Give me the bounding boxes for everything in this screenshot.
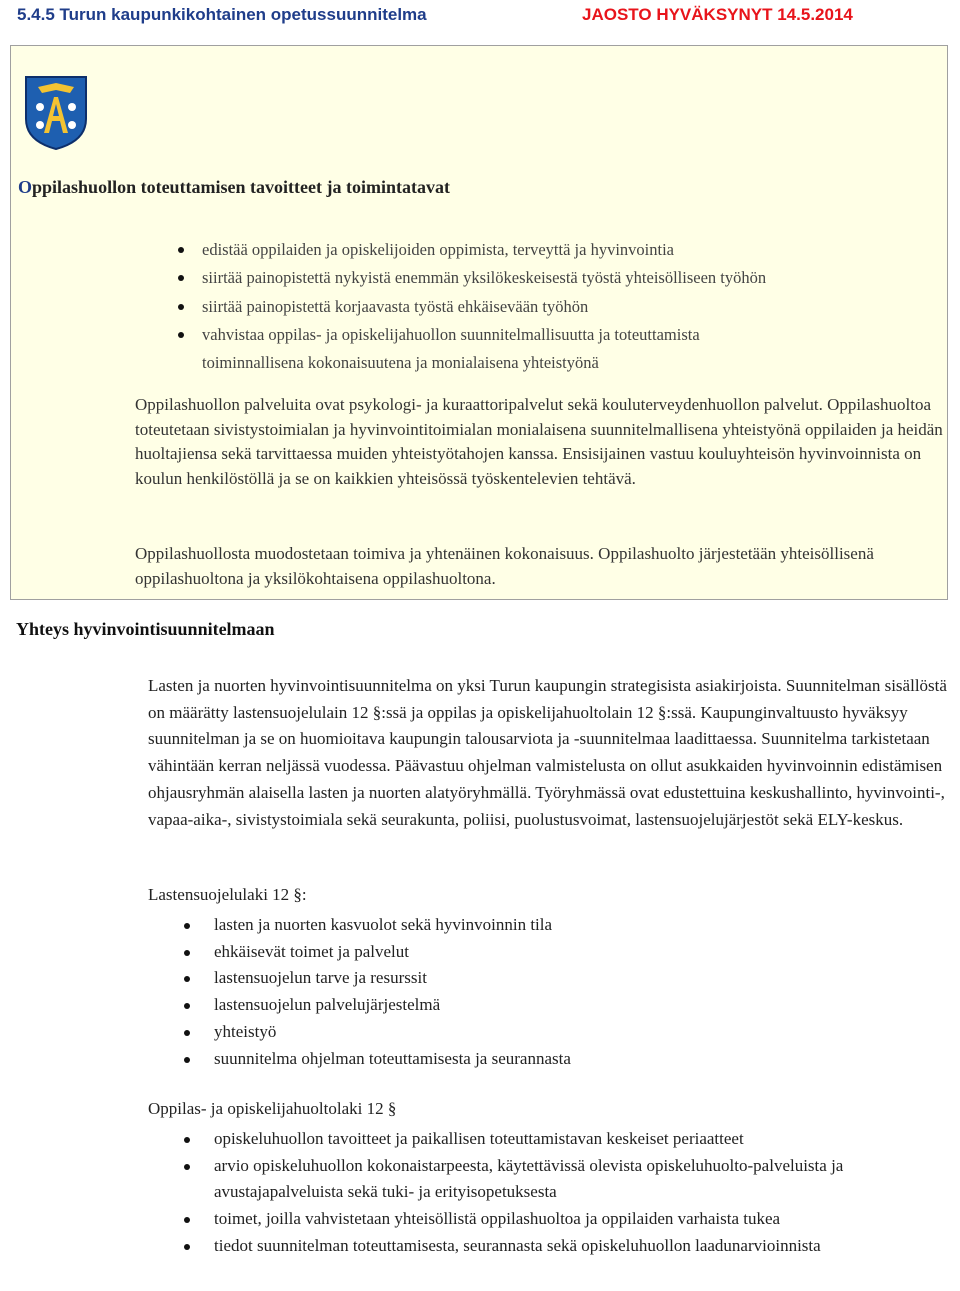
document-title: 5.4.5 Turun kaupunkikohtainen opetussuunnitelma <box>17 5 427 24</box>
list-item: suunnitelma ohjelman toteuttamisesta ja seurannasta <box>214 1046 944 1073</box>
list-item: lasten ja nuorten kasvuolot sekä hyvinvoinnin tila <box>214 912 944 939</box>
page-header <box>17 5 947 27</box>
goal-item-line: vahvistaa oppilas- ja opiskelijahuollon suunnitelmallisuutta ja toteuttamista <box>202 324 700 344</box>
wellbeing-heading <box>16 619 275 640</box>
list-item: arvio opiskeluhuollon kokonaistarpeesta, käytettävissä olevista opiskeluhuolto-palveluista ja avustajapalveluista sekä tuki- ja erityisopetuksesta <box>214 1153 944 1206</box>
list-item: yhteistyö <box>214 1019 944 1046</box>
goal-item <box>202 321 947 378</box>
wellbeing-plan-text: Lasten ja nuorten hyvinvointisuunnitelma on yksi Turun kaupungin strategisista asiakirjoista. Suunnitelman sisällöstä on määrätty lastensuojelulain 12 §:ssä ja oppilas ja opiskelijahuoltolain 12 §:ssä. Kaupunginvaltuusto hyväksyy suunnitelman ja se on huomioitava kaupungin talousarviota ja -suunnitelmaa laadittaessa. Suunnitelma tarkistetaan vähintään kerran neljässä vuodessa. Päävastuu ohjelman valmistelusta on ollut asukkaiden hyvinvoinnin edistämisen ohjausryhmän alaisella lasten ja nuorten alatyöryhmällä. Työryhmässä ovat edustettuina keskushallinto, hyvinvointi-, vapaa-aika-, sivistystoimiala sekä seurakunta, poliisi, puolustusvoimat, lastensuojelujärjestöt sekä ELY-keskus. <box>148 676 947 829</box>
list-item: ehkäisevät toimet ja palvelut <box>214 939 944 966</box>
approval-status: JAOSTO HYVÄKSYNYT 14.5.2014 <box>582 5 853 24</box>
wellbeing-heading-text: hteys hyvinvointisuunnitelmaan <box>29 619 275 639</box>
goal-item-continuation: toiminnallisena kokonaisuutena ja monialaisena yhteistyönä <box>202 353 599 373</box>
wellbeing-heading-initial: Y <box>16 619 29 639</box>
child-welfare-act-heading: Lastensuojelulaki 12 §: <box>148 885 307 904</box>
child-welfare-act-list <box>214 912 944 1072</box>
list-item: toimet, joilla vahvistetaan yhteisöllistä oppilashuoltoa ja oppilaiden varhaista tukea <box>214 1206 944 1233</box>
goal-item: edistää oppilaiden ja opiskelijoiden oppimista, terveyttä ja hyvinvointia <box>202 236 947 264</box>
list-item: lastensuojelun tarve ja resurssit <box>214 965 944 992</box>
student-welfare-act-heading: Oppilas- ja opiskelijahuoltolaki 12 § <box>148 1099 397 1118</box>
student-welfare-act-list <box>214 1126 944 1260</box>
section-heading <box>18 177 938 198</box>
goal-item: siirtää painopistettä korjaavasta työstä ehkäisevään työhön <box>202 293 947 321</box>
list-item: tiedot suunnitelman toteuttamisesta, seurannasta sekä opiskeluhuollon laadunarvioinnista <box>214 1233 944 1260</box>
section-heading-text: ppilashuollon toteuttamisen tavoitteet ja toimintatavat <box>32 177 450 197</box>
goal-item: siirtää painopistettä nykyistä enemmän yksilökeskeisestä työstä yhteisölliseen työhön <box>202 264 947 292</box>
list-item: lastensuojelun palvelujärjestelmä <box>214 992 944 1019</box>
section-heading-initial: O <box>18 177 33 197</box>
turku-coat-of-arms-icon <box>24 75 88 151</box>
list-item: opiskeluhuollon tavoitteet ja paikallisen toteuttamistavan keskeiset periaatteet <box>214 1126 944 1153</box>
services-paragraph: Oppilashuollon palveluita ovat psykologi- ja kuraattoripalvelut sekä kouluterveydenhuollon palvelut. Oppilashuoltoa toteutetaan sivistystoimialan ja hyvinvointitoimialan monialaisena suunnitelmallisena yhteistyönä oppilaiden ja heidän huoltajiensa sekä tarvittaessa muiden yhteistyötahojen kanssa. Ensisijainen vastuu kouluyhteisön hyvinvoinnista on koulun henkilöstöllä ja se on kaikkien yhteisössä työskentelevien tehtävä. <box>135 395 943 488</box>
goals-panel <box>10 45 948 600</box>
goals-list <box>202 236 947 377</box>
organisation-paragraph: Oppilashuollosta muodostetaan toimiva ja yhtenäinen kokonaisuus. Oppilashuolto järjestetään yhteisöllisenä oppilashuoltona ja yksilökohtaisena oppilashuoltona. <box>135 544 874 588</box>
